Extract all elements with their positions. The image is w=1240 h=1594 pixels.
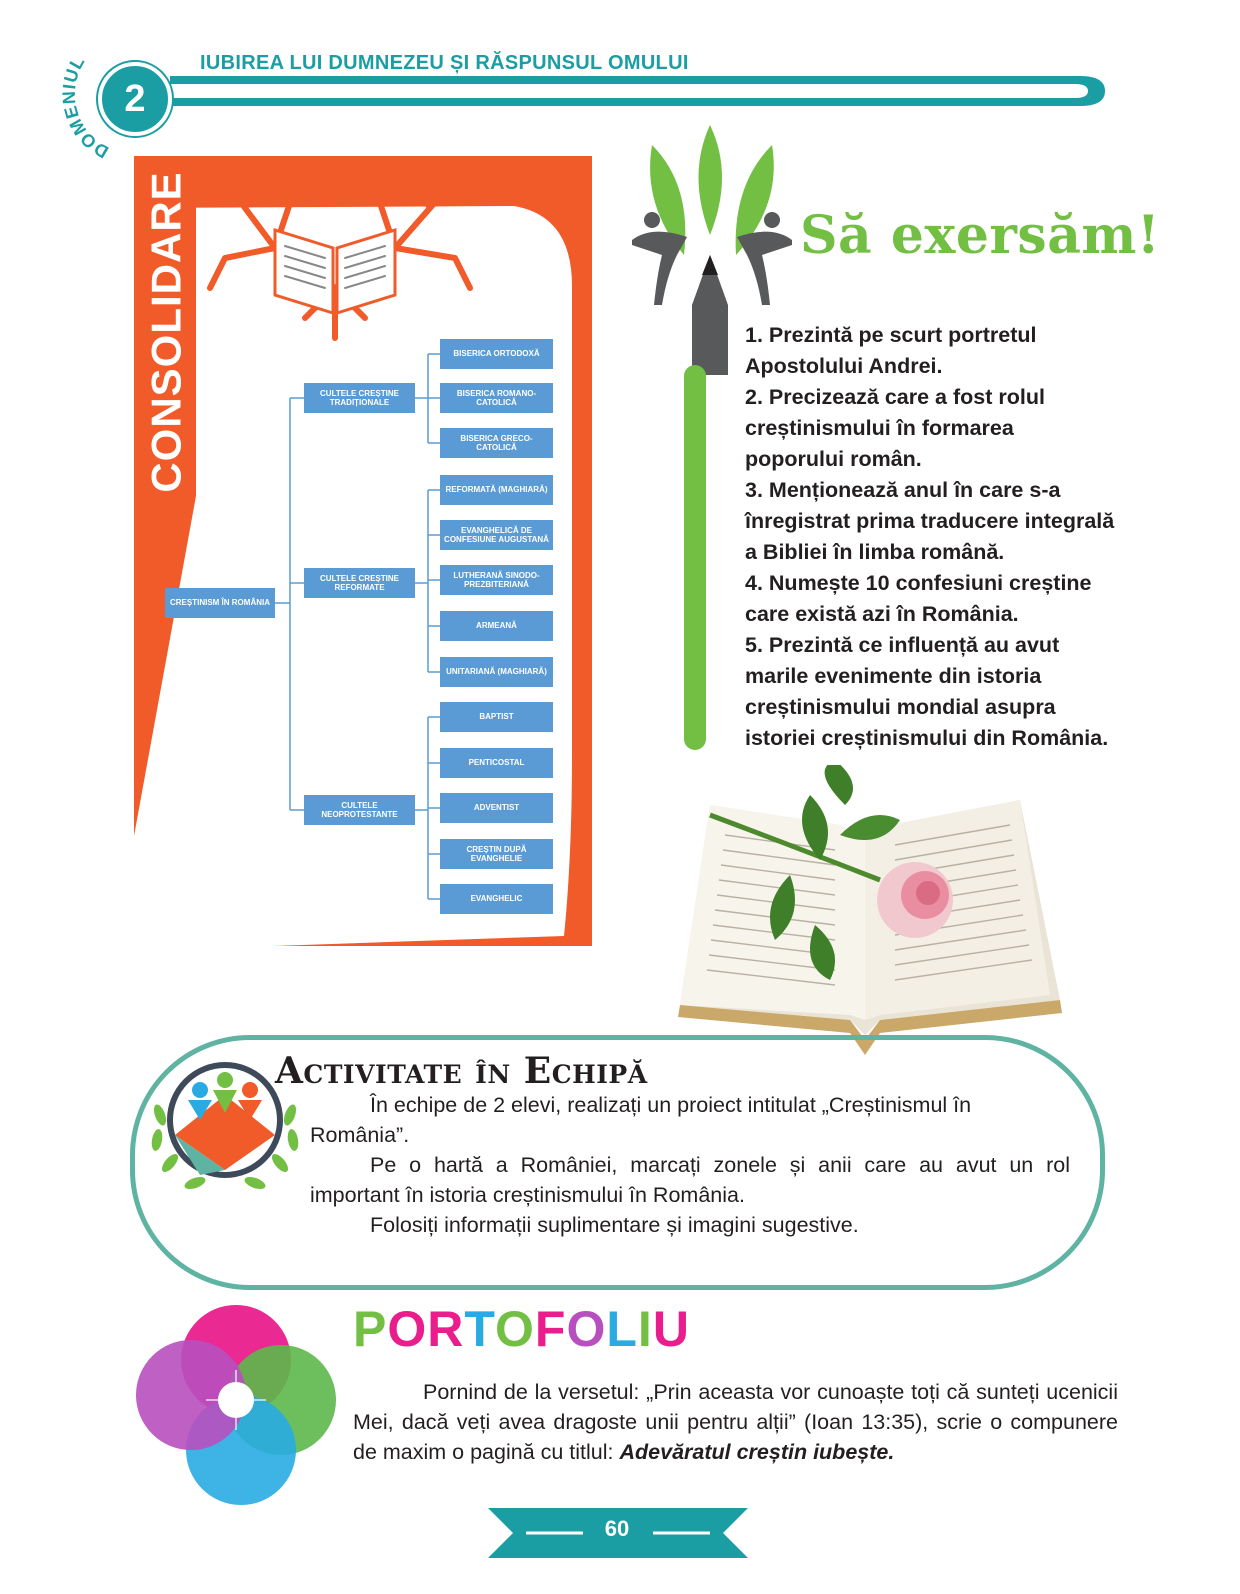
exercise-item: 4. Numește 10 confesiuni creștine care există azi în România. [745, 571, 1092, 626]
diagram-group-neoprotestant: CULTELE NEOPROTESTANTE [304, 795, 415, 825]
bible-rose-photo [640, 765, 1100, 1065]
exercise-item: 1. Prezintă pe scurt portretul Apostolului Andrei. [745, 323, 1037, 378]
diagram-leaf: PENTICOSTAL [440, 748, 553, 778]
domain-number: 2 [124, 77, 146, 120]
portfolio-text [353, 1377, 1118, 1467]
portfolio-emphasis: Adevăratul creștin iubește. [619, 1440, 895, 1464]
portfolio-title-letter: O [387, 1301, 428, 1357]
portfolio-flower-icon [136, 1300, 346, 1510]
diagram-group-traditional: CULTELE CREȘTINE TRADIȚIONALE [304, 383, 415, 413]
exercise-item: 5. Prezintă ce influență au avut marile evenimente din istoria creștinismului mondial asupra istoriei creștinismului din România. [745, 633, 1109, 750]
portfolio-title-letter: L [606, 1301, 638, 1357]
team-paragraph: Pe o hartă a României, marcați zonele și anii care au avut un rol important în istoria creștinismului în România. [310, 1153, 1070, 1207]
diagram-leaf: REFORMATĂ (MAGHIARĂ) [440, 475, 553, 505]
portfolio-title-letter: O [495, 1301, 535, 1357]
domain-number-badge [98, 62, 172, 136]
header-bar [170, 70, 1120, 112]
diagram-leaf: EVANGHELIC [440, 884, 553, 914]
tree-book-icon [205, 168, 475, 343]
diagram-leaf: ARMEANĂ [440, 611, 553, 641]
portfolio-title-letter: P [353, 1301, 388, 1357]
diagram-leaf: BISERICA ROMANO-CATOLICĂ [440, 383, 553, 413]
diagram-leaf: EVANGHELICĂ DE CONFESIUNE AUGUSTANĂ [440, 520, 553, 550]
diagram-root: CREȘTINISM ÎN ROMÂNIA [165, 588, 275, 618]
diagram-leaf: BISERICA GRECO-CATOLICĂ [440, 428, 553, 458]
team-paragraph: În echipe de 2 elevi, realizați un proiect intitulat „Creștinismul în România”. [310, 1093, 972, 1147]
exercises-list [745, 320, 1115, 754]
portfolio-title-letter: I [637, 1301, 653, 1357]
exercise-item: 3. Menționează anul în care s-a înregistrat prima traducere integrală a Bibliei în limba română. [745, 478, 1115, 564]
diagram-leaf: ADVENTIST [440, 793, 553, 823]
consolidare-title [136, 162, 198, 502]
diagram-leaf: LUTHERANĂ SINODO-PREZBITERIANĂ [440, 565, 553, 595]
page-number: 60 [604, 1516, 630, 1541]
diagram-group-reformed: CULTELE CREȘTINE REFORMATE [304, 568, 415, 598]
domain-label: DOMENIUL [58, 52, 112, 160]
portfolio-title-letter: F [534, 1301, 567, 1357]
chapter-title: IUBIREA LUI DUMNEZEU ȘI RĂSPUNSUL OMULUI [200, 52, 689, 74]
consolidare-title-text: CONSOLIDARE [143, 171, 191, 493]
team-activity-title: Activitate în Echipă [275, 1050, 648, 1092]
portfolio-title-letter: T [464, 1301, 496, 1357]
team-paragraph: Folosiți informații suplimentare și imagini sugestive. [370, 1213, 859, 1237]
exercises-title: Să exersăm! [800, 205, 1161, 266]
portfolio-title-letter: R [427, 1301, 465, 1357]
exercise-item: 2. Precizează care a fost rolul creștinismului în formarea poporului român. [745, 385, 1045, 471]
diagram-leaf: BISERICA ORTODOXĂ [440, 339, 553, 369]
portfolio-body: Pornind de la versetul: „Prin aceasta vor cunoaște toți că sunteți ucenicii Mei, dacă veți avea dragoste unii pentru alții” (Ioan 13:35), scrie o compunere de maxim o pagină cu titlul: [353, 1380, 1118, 1464]
portfolio-title [353, 1300, 690, 1358]
portfolio-title-letter: O [566, 1301, 607, 1357]
diagram-leaf: BAPTIST [440, 702, 553, 732]
portfolio-title-letter: U [652, 1301, 690, 1357]
diagram-leaf: CREȘTIN DUPĂ EVANGHELIE [440, 839, 553, 869]
diagram-leaf: UNITARIANĂ (MAGHIARĂ) [440, 657, 553, 687]
